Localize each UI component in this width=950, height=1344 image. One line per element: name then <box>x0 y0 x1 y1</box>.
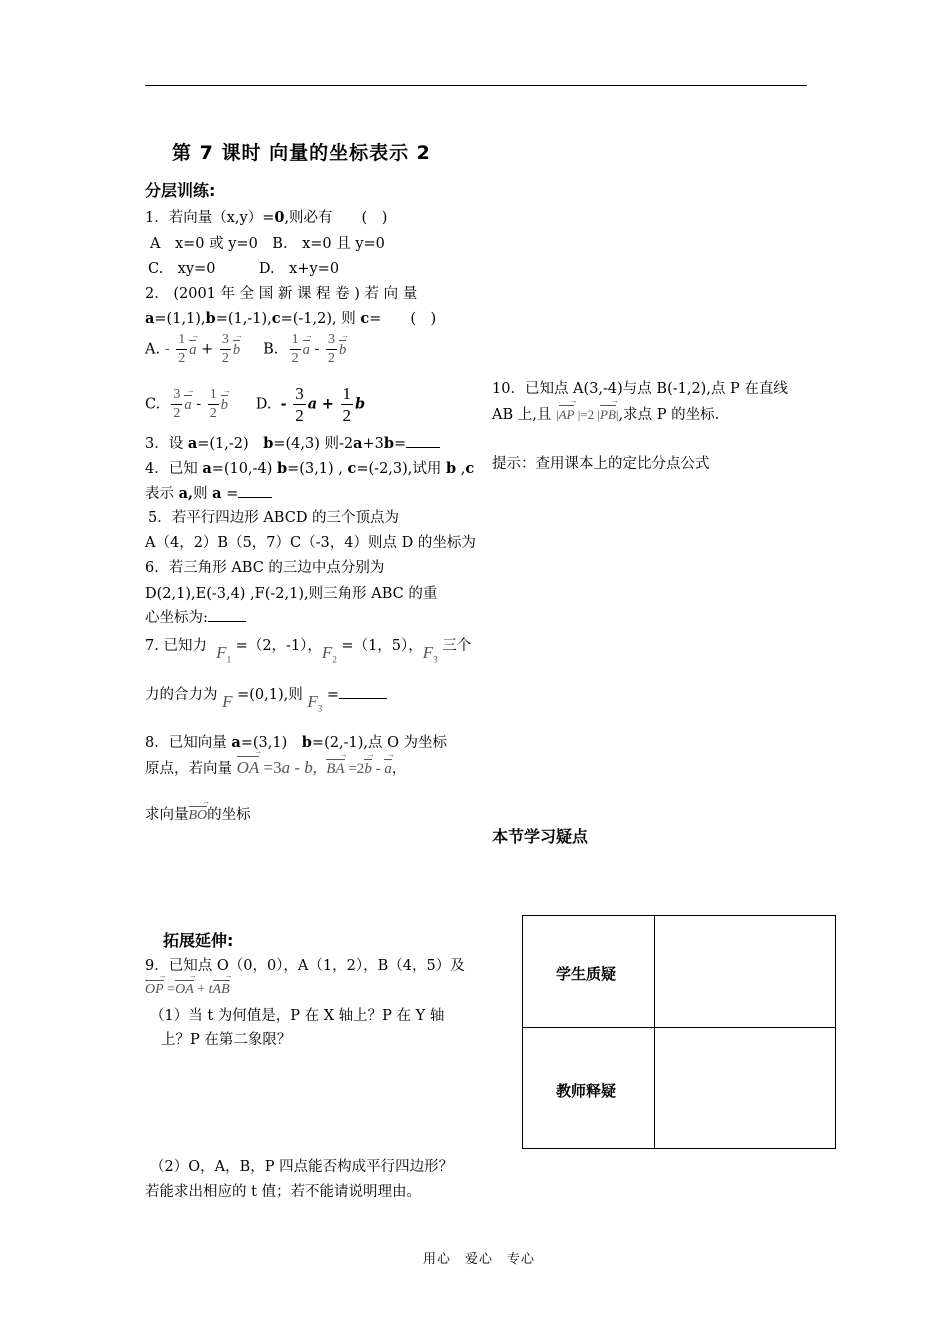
force-f1: $F_1$ <box>216 643 232 665</box>
fraction: $\frac{3}{2}$ <box>173 387 181 421</box>
answer-blank <box>238 497 272 498</box>
fraction: $\frac{3}{2}$ <box>221 332 229 366</box>
q6-line2: D(2,1),E(-3,4) ,F(-2,1),则三角形 ABC 的重 <box>145 586 438 602</box>
footer-motto: 用心 爱心 专心 <box>423 1252 536 1267</box>
q8-line2: 原点，若向量 OA → =3a - b, BA → =2b → - a →， <box>145 757 406 778</box>
q8-line1: 8．已知向量 a=(3,1) b=(2,-1),点 O 为坐标 <box>145 734 448 751</box>
q7-line2: 力的合力为 F =(0,1),则 $F_3$ = <box>145 683 387 705</box>
q4-line1: 4．已知 a=(10,-4) b=(3,1) , c=(-2,3),试用 b ,c <box>145 460 475 477</box>
q8-line3: 求向量BO →的坐标 <box>145 803 251 824</box>
section-heading-layered: 分层训练: <box>145 181 216 200</box>
q9-part2-line1: （2）O，A，B，P 四点能否构成平行四边形？ <box>150 1159 454 1175</box>
student-questions-label: 学生质疑 <box>556 965 617 983</box>
fraction: $\frac{1}{2}$ <box>291 332 299 366</box>
answer-blank <box>208 621 246 622</box>
fraction: $\frac{1}{2}$ <box>342 384 352 425</box>
q5-line1: 5．若平行四边形 ABCD 的三个顶点为 <box>148 510 400 526</box>
q9-part1-line2: 上？P 在第二象限？ <box>161 1032 292 1048</box>
q9-part2-line2: 若能求出相应的 t 值；若不能请说明理由。 <box>145 1184 422 1200</box>
q6-line1: 6．若三角形 ABC 的三边中点分别为 <box>145 560 385 576</box>
q9-line1: 9．已知点 O（0，0），A（1，2），B（4，5）及 <box>145 958 465 974</box>
page-title: 第 7 课时 向量的坐标表示 2 <box>172 142 431 164</box>
fraction: $\frac{1}{2}$ <box>209 387 217 421</box>
q1-stem: 1．若向量（x,y）=0,则必有 ( ) <box>145 209 388 226</box>
q2-option-cd: C. $\frac{3}{2}$ a → - $\frac{1}{2}$ b → D. - $\frac{3}{2}$ a + $\frac{1}{2}$ b <box>145 383 365 426</box>
fraction: $\frac{3}{2}$ <box>295 384 304 425</box>
header-rule <box>145 85 807 86</box>
q2-option-ab: A. - $\frac{1}{2}$ a → + $\frac{3}{2}$ b → B. $\frac{1}{2}$ a → - $\frac{3}{2}$ b → <box>145 331 346 368</box>
force-f2: $F_2$ <box>321 643 337 665</box>
force-f: F <box>222 692 233 711</box>
q5-line2: A（4，2）B（5，7）C（-3，4）则点 D 的坐标为 <box>145 535 476 551</box>
q6-line3: 心坐标为: <box>145 606 246 627</box>
fraction: $\frac{1}{2}$ <box>178 332 186 366</box>
q4-line2: 表示 a,则 a = <box>145 482 272 503</box>
q10-line1: 10．已知点 A(3,-4)与点 B(-1,2),点 P 在直线 <box>492 381 788 397</box>
q1-options-ab: A x=0 或 y=0 B. x=0 且 y=0 <box>150 236 385 252</box>
q2-stem: 2． (2001 年 全 国 新 课 程 卷 ) 若 向 量 <box>145 286 418 302</box>
force-f3: $F_3$ <box>307 692 323 714</box>
q1-options-cd: C. xy=0 D. x+y=0 <box>148 261 340 277</box>
q7-line1: 7. 已知力 $F_1 =(2$，-1），$F_2 =(1$，5），$F_3$ 三个 <box>145 638 472 665</box>
answer-blank <box>339 698 387 699</box>
q10-line2: AB 上,且 |AP → |=2 |PB →|,求点 P 的坐标. <box>492 403 719 424</box>
answer-blank <box>406 447 440 448</box>
force-f3: $F_3$ <box>422 643 438 665</box>
doubts-table <box>522 915 836 1149</box>
doubts-heading: 本节学习疑点 <box>492 827 589 846</box>
q10-hint: 提示：查用课本上的定比分点公式 <box>492 456 710 472</box>
q9-part1-line1: （1）当 t 为何值是，P 在 X 轴上？P 在 Y 轴 <box>150 1008 445 1024</box>
fraction: $\frac{3}{2}$ <box>328 332 335 366</box>
q3: 3．设 a=(1,-2) b=(4,3) 则-2a+3b= <box>145 432 440 453</box>
q2-vectors: a=(1,1),b=(1,-1),c=(-1,2), 则 c= ( ) <box>145 310 437 327</box>
q9-equation: OP → =OA → + tAB → <box>145 981 230 998</box>
teacher-answers-label: 教师释疑 <box>556 1082 617 1100</box>
extension-heading: 拓展延伸: <box>163 931 234 950</box>
